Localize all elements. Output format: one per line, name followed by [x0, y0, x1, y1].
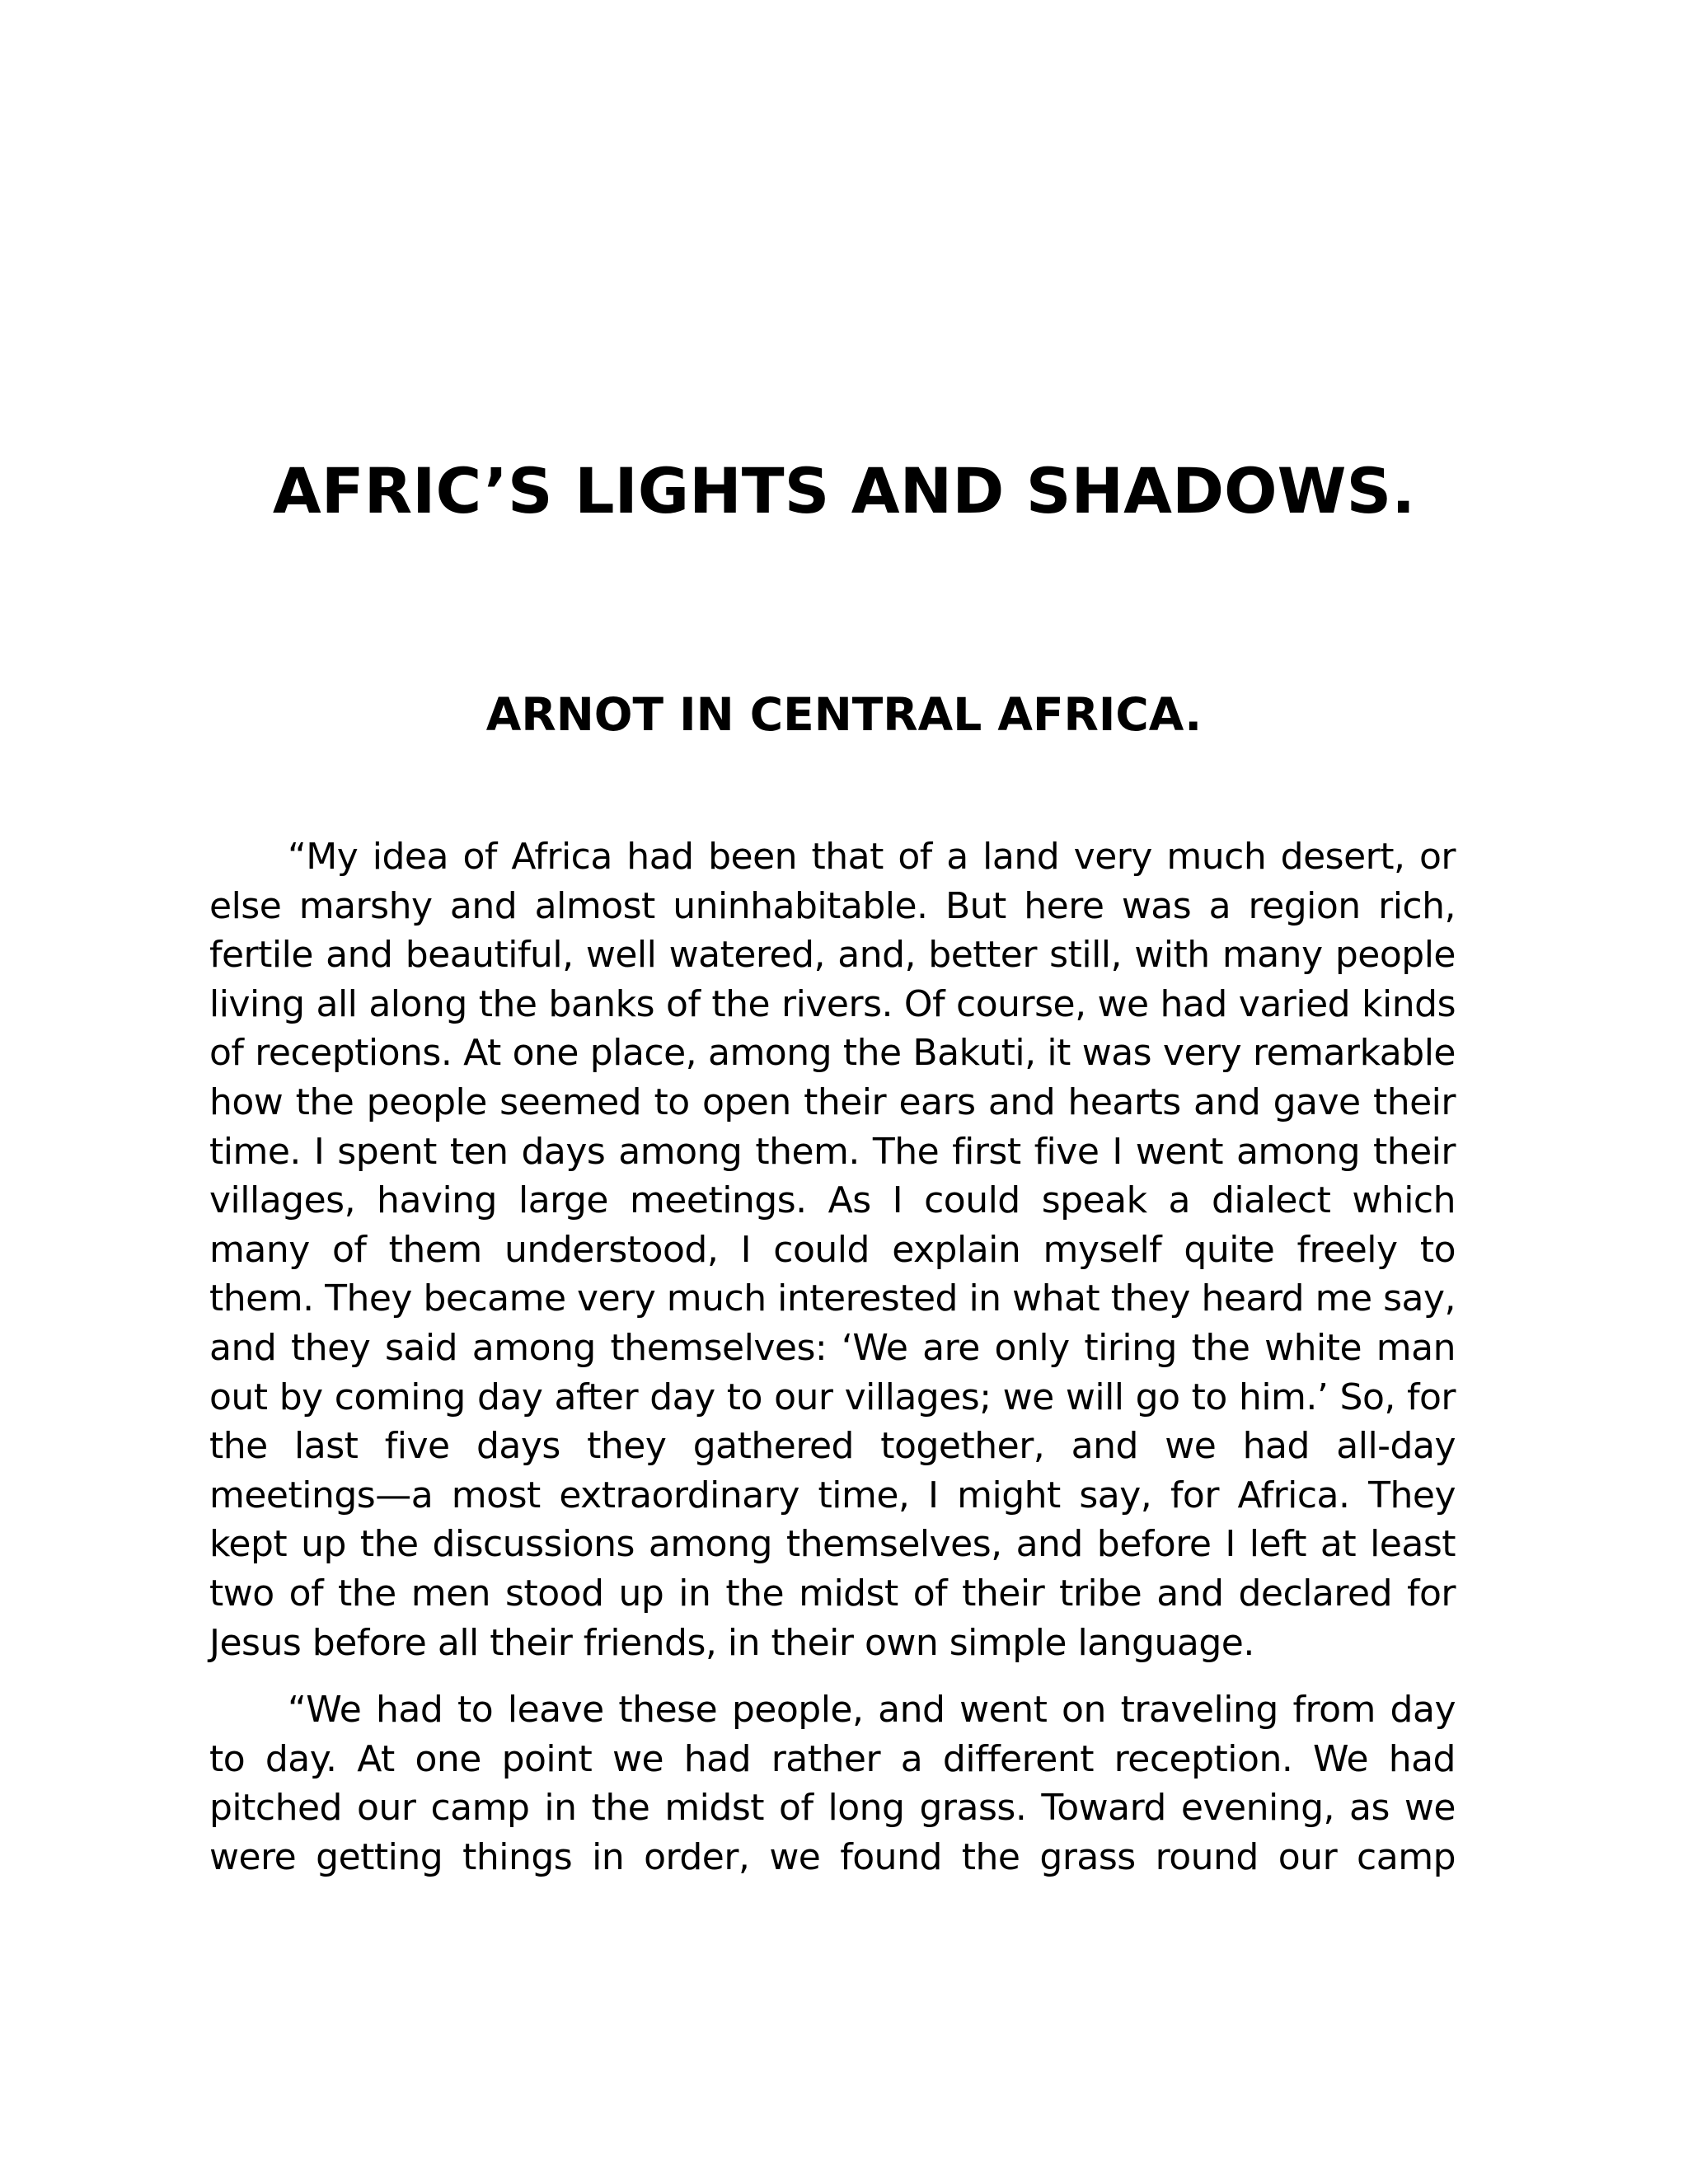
body-text: [209, 832, 1456, 1900]
paragraph: “My idea of Africa had been that of a land very much desert, or else marshy and almost uninhabitable. But here was a region rich, fertile and beautiful, well watered, and, better still, with many people living all along the banks of the rivers. Of course, we had varied kinds of receptions. At one place, among the Bakuti, it was very remarkable how the people seemed to open their ears and hearts and gave their time. I spent ten days among them. The first five I went among their villages, having large meetings. As I could speak a dialect which many of them understood, I could explain myself quite freely to them. They became very much interested in what they heard me say, and they said among themselves: ‘We are only tiring the white man out by coming day after day to our villages; we will go to him.’ So, for the last five days they gathered together, and we had all-day meetings—a most extraordinary time, I might say, for Africa. They kept up the discussions among themselves, and before I left at least two of the men stood up in the midst of their tribe and declared for Jesus before all their friends, in their own simple language.: [209, 836, 1456, 1664]
section-heading: ARNOT IN CENTRAL AFRICA.: [485, 688, 1203, 741]
paragraph: “We had to leave these people, and went on traveling from day to day. At one point we had rather a different reception. We had pitched our camp in the midst of long grass. Toward evening, as we were getting things in order, we found the grass round our camp: [209, 1689, 1456, 1878]
page-title: AFRIC’S LIGHTS AND SHADOWS.: [272, 454, 1416, 527]
